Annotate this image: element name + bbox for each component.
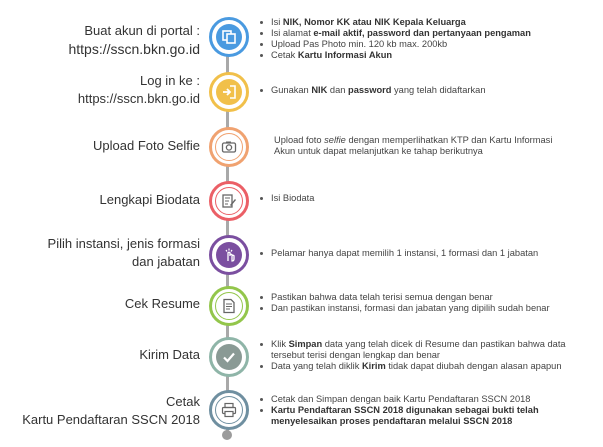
step-icon-ring bbox=[209, 181, 249, 221]
text: Upload Pas Photo min. 120 kb max. 200kb bbox=[271, 39, 448, 49]
step-icon-ring bbox=[209, 127, 249, 167]
bullet-item bbox=[259, 248, 594, 259]
text: Isi alamat bbox=[271, 28, 314, 38]
document-icon bbox=[215, 292, 243, 320]
text: yang telah didaftarkan bbox=[391, 85, 486, 95]
step-title bbox=[78, 72, 200, 108]
text-bold: NIK, Nomor KK atau NIK Kepala Keluarga bbox=[282, 17, 466, 27]
step-bullets bbox=[259, 193, 594, 204]
copy-icon bbox=[216, 24, 242, 50]
bullet-item bbox=[259, 28, 594, 39]
step-title-line: Kirim Data bbox=[139, 347, 200, 362]
login-icon bbox=[216, 79, 242, 105]
text: Pelamar hanya dapat memilih 1 instansi, 1 formasi dan 1 jabatan bbox=[271, 248, 539, 258]
bullet-item bbox=[259, 39, 594, 50]
step-bullets bbox=[259, 248, 594, 259]
step-title-line: Upload Foto Selfie bbox=[93, 138, 200, 153]
bullet-item bbox=[259, 292, 594, 303]
step-bullets bbox=[259, 85, 594, 96]
step-bullets bbox=[259, 339, 589, 372]
text: Cetak dan Simpan dengan baik Kartu Pendaftaran SSCN 2018 bbox=[271, 394, 531, 404]
step-icon-ring bbox=[209, 17, 249, 57]
step-title-line: https://sscn.bkn.go.id bbox=[68, 41, 200, 57]
bullet-item bbox=[259, 394, 579, 405]
text: tidak dapat diubah dengan alasan apapun bbox=[385, 361, 562, 371]
text: Dan pastikan instansi, formasi dan jabatan yang dipilih sudah benar bbox=[271, 303, 550, 313]
bullet-item bbox=[259, 135, 559, 157]
step-icon-ring bbox=[209, 337, 249, 377]
bullet-item bbox=[259, 361, 589, 372]
text-bold: e-mail aktif, password dan pertanyaan pengaman bbox=[313, 28, 531, 38]
text: Klik bbox=[271, 339, 289, 349]
step-bullets bbox=[259, 135, 559, 157]
text: Gunakan bbox=[271, 85, 312, 95]
step-title bbox=[93, 137, 200, 155]
text: Isi Biodata bbox=[271, 193, 315, 203]
pointer-hand-icon bbox=[216, 242, 242, 268]
text-bold: Kartu Pendaftaran SSCN 2018 digunakan sebagai bukti telah menyelesaikan proses pendaftaran melalui SSCN 2018 bbox=[271, 405, 539, 426]
step-title-line: Lengkapi Biodata bbox=[99, 192, 200, 207]
bullet-item bbox=[259, 405, 579, 427]
text-bold: password bbox=[348, 85, 392, 95]
bullet-item bbox=[259, 17, 594, 28]
step-icon-ring bbox=[209, 235, 249, 275]
step-icon-ring bbox=[209, 286, 249, 326]
step-title bbox=[22, 393, 200, 429]
step-title-line: Cetak bbox=[166, 394, 200, 409]
step-title bbox=[125, 295, 200, 313]
checkmark-icon bbox=[216, 344, 242, 370]
step-bullets bbox=[259, 394, 579, 427]
bullet-item bbox=[259, 339, 589, 361]
step-bullets bbox=[259, 17, 594, 61]
step-title-line: Log in ke : bbox=[140, 73, 200, 88]
text-bold: NIK bbox=[311, 85, 328, 95]
text: dengan memperlihatkan KTP dan Kartu Informasi Akun untuk dapat melanjutkan ke tahap berikutnya bbox=[274, 135, 553, 156]
step-title bbox=[48, 235, 200, 271]
step-title-line: dan jabatan bbox=[132, 254, 200, 269]
step-title-line: Buat akun di portal : bbox=[84, 23, 200, 38]
step-icon-ring bbox=[209, 72, 249, 112]
text: Upload foto bbox=[274, 135, 325, 145]
bullet-item bbox=[259, 50, 594, 61]
timeline-end-dot bbox=[222, 430, 232, 440]
text: Cetak bbox=[271, 50, 298, 60]
step-title-line: Kartu Pendaftaran SSCN 2018 bbox=[22, 412, 200, 427]
step-title bbox=[100, 191, 200, 209]
edit-form-icon bbox=[215, 187, 243, 215]
text: dan bbox=[327, 85, 349, 95]
step-title bbox=[68, 22, 200, 58]
text-bold: Kartu Informasi Akun bbox=[297, 50, 393, 60]
text: Data yang telah diklik bbox=[271, 361, 362, 371]
bullet-item bbox=[259, 85, 594, 96]
step-title bbox=[139, 346, 200, 364]
step-title-line: Cek Resume bbox=[124, 296, 200, 311]
step-title-line: https://sscn.bkn.go.id bbox=[77, 91, 200, 106]
bullet-item bbox=[259, 193, 594, 204]
step-title-line: Pilih instansi, jenis formasi bbox=[47, 236, 200, 251]
bullet-item bbox=[259, 303, 594, 314]
text-bold: Simpan bbox=[288, 339, 323, 349]
text: Pastikan bahwa data telah terisi semua dengan benar bbox=[271, 292, 493, 302]
text-bold: Kirim bbox=[361, 361, 386, 371]
text-italic: selfie bbox=[324, 135, 346, 145]
camera-icon bbox=[215, 133, 243, 161]
step-bullets bbox=[259, 292, 594, 314]
step-icon-ring bbox=[209, 390, 249, 430]
text: Isi bbox=[271, 17, 283, 27]
text: data yang telah dicek di Resume dan pastikan bahwa data tersebut terisi dengan lengkap dan benar bbox=[271, 339, 566, 360]
printer-icon bbox=[215, 396, 243, 424]
